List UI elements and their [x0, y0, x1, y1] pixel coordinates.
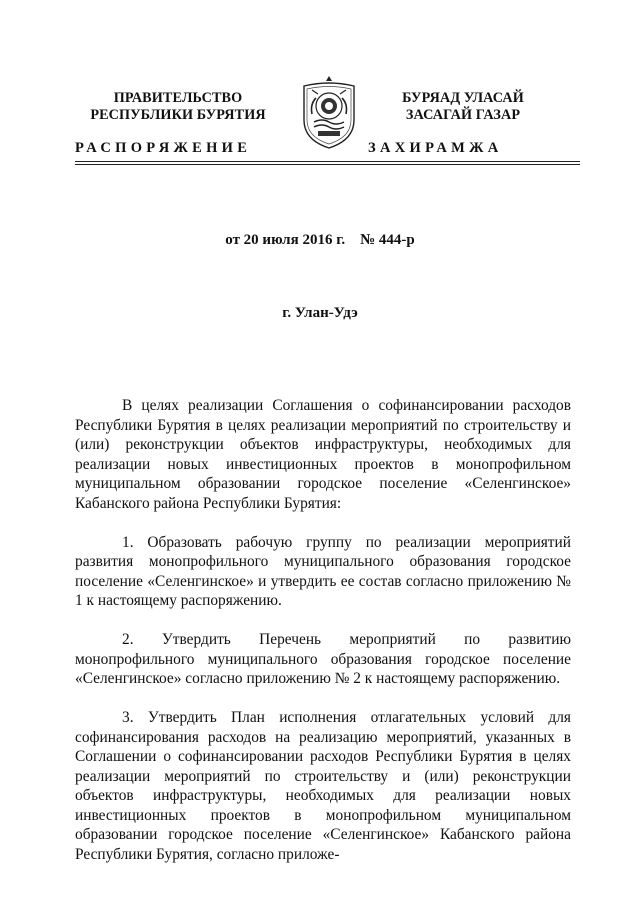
- issuer-buryat-line1: БУРЯАД УЛАСАЙ: [402, 90, 524, 106]
- doc-type-russian: РАСПОРЯЖЕНИЕ: [75, 140, 252, 156]
- issuer-buryat-line2: ЗАСАГАЙ ГАЗАР: [405, 107, 521, 123]
- issuer-buryat: [368, 90, 558, 124]
- item-3-paragraph: 3. Утвердить План исполнения отлагательных условий для софинансирования расходов на реализацию мероприятий, указанных в Соглашении о софинансировании расходов Республики Бурятия в целях реализации мероприятий по строительству и (или) реконструкции объектов инфраструктуры, необходимых для реализации новых инвестиционных проектов в монопрофильном муниципальном образовании городское поселение «Селенгинское» Кабанского района Республики Бурятия, согласно приложе-: [75, 709, 571, 863]
- issuer-russian: [78, 90, 278, 124]
- issuer-russian-line2: РЕСПУБЛИКИ БУРЯТИЯ: [90, 107, 266, 123]
- coat-of-arms-icon: [298, 72, 360, 152]
- document-body: [75, 396, 571, 864]
- preamble-paragraph: В целях реализации Соглашения о софинансировании расходов Республики Бурятия в целях реализации мероприятий по строительству и (или) реконструкции объектов инфраструктуры, необходимых для реализации новых инвестиционных проектов в монопрофильном муниципальном образовании городское поселение «Селенгинское» Кабанского района Республики Бурятия:: [75, 397, 571, 512]
- issuer-russian-line1: ПРАВИТЕЛЬСТВО: [113, 90, 243, 106]
- document-date-number: от 20 июля 2016 г. № 444-р: [225, 232, 415, 248]
- document-city: г. Улан-Удэ: [282, 305, 358, 321]
- header-rule: [75, 161, 580, 162]
- doc-type-buryat: ЗАХИРАМЖА: [368, 140, 503, 156]
- item-2-paragraph: 2. Утвердить Перечень мероприятий по развитию монопрофильного муниципального образования городское поселение «Селенгинское» согласно приложению № 2 к настоящему распоряжению.: [75, 631, 571, 687]
- header-rule-thin: [75, 164, 580, 165]
- item-1-paragraph: 1. Образовать рабочую группу по реализации мероприятий развития монопрофильного муниципального образования городское поселение «Селенгинское» и утвердить ее состав согласно приложению № 1 к настоящему распоряжению.: [75, 533, 571, 609]
